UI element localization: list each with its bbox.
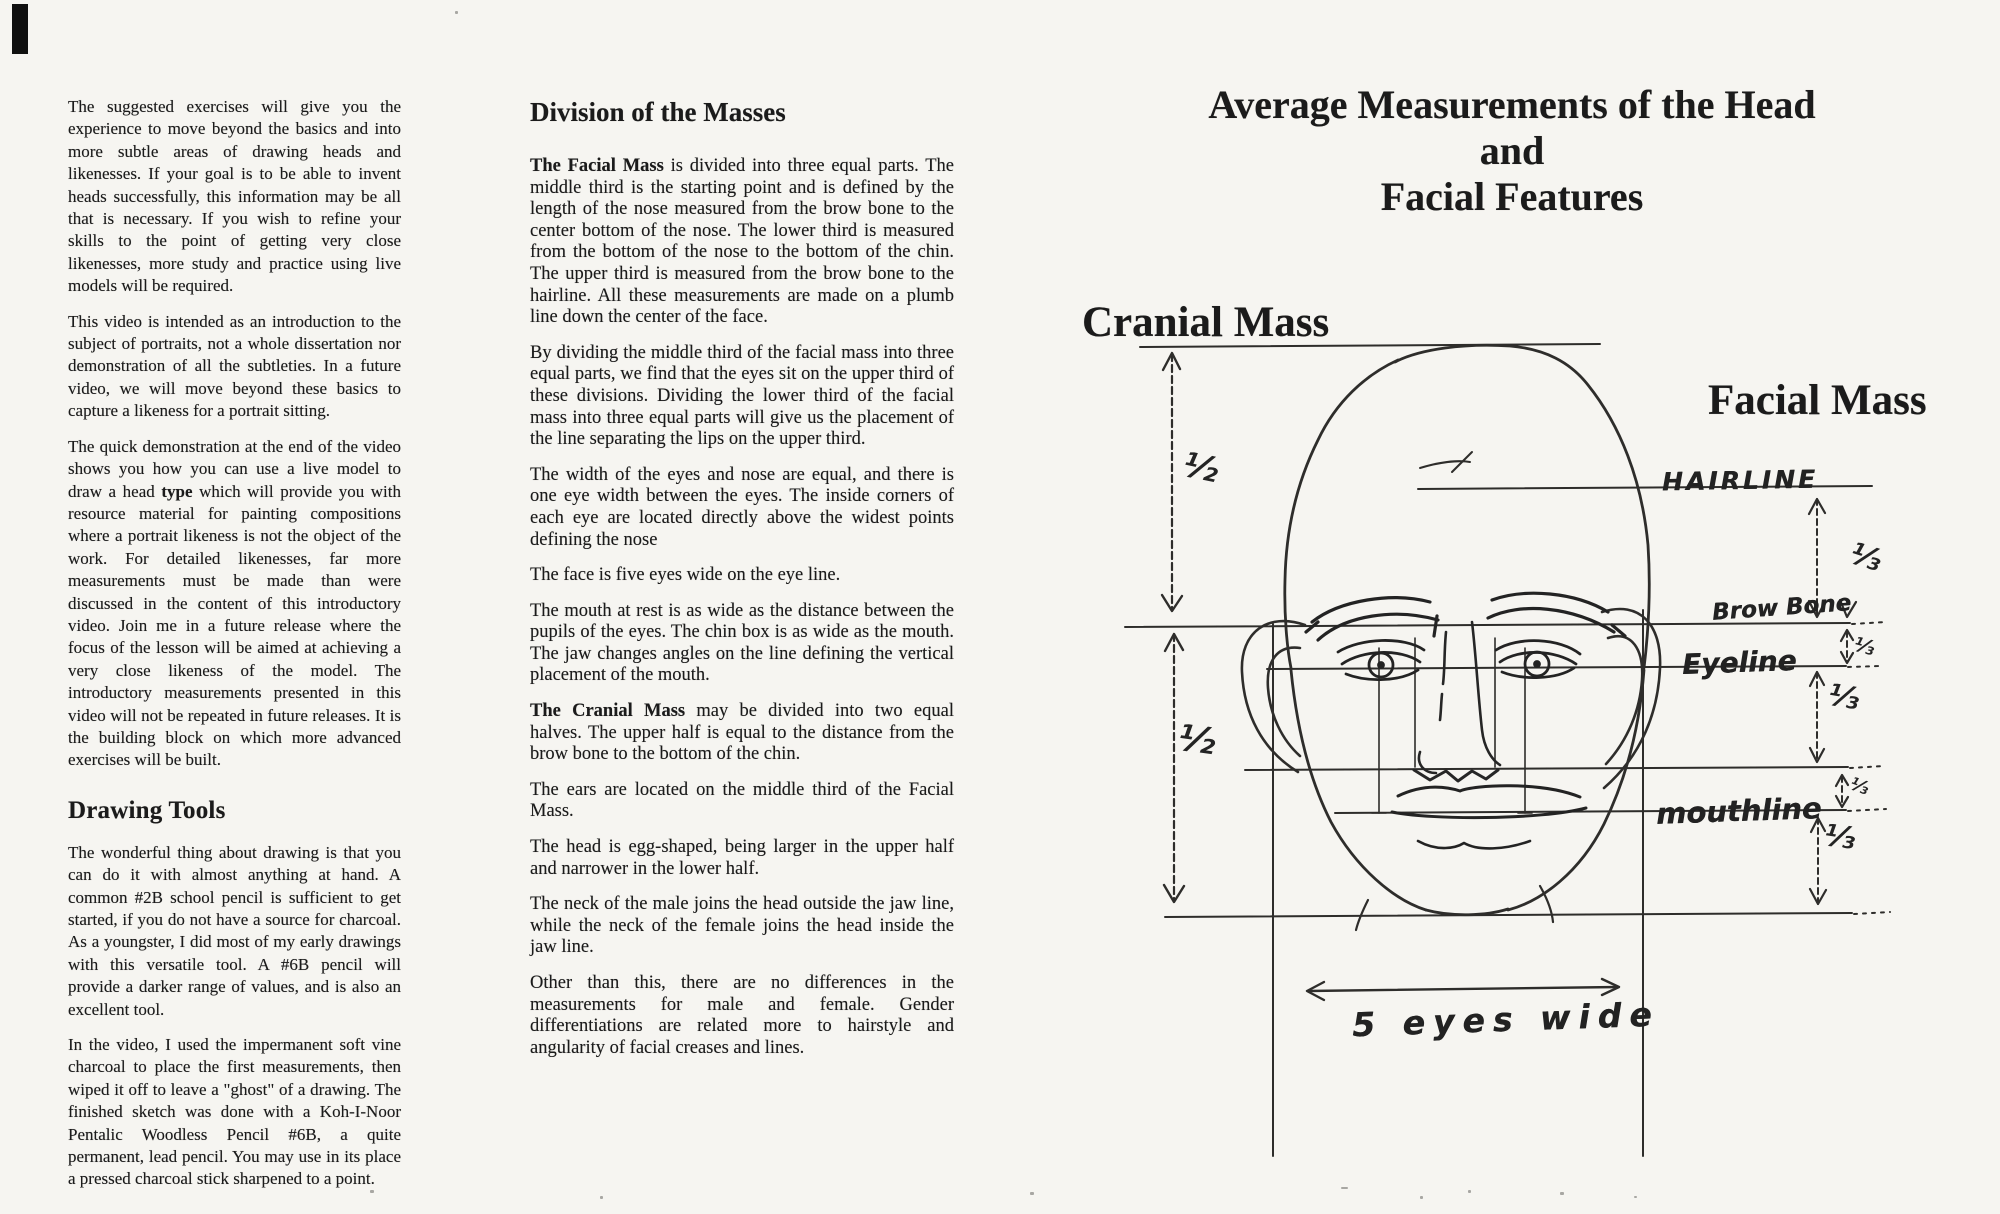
paragraph: This video is intended as an introduction to the subject of portraits, not a whole dissertation nor demonstration of all the subtleties. In a future video, we will move beyond these basics to capture a likeness for a portrait sitting. bbox=[68, 311, 401, 421]
paragraph-text: which will provide you with resource material for painting compositions where a portrait likeness is not the object of the work. For detailed likenesses, far more measurements must be made than were discussed in the content of this introductory video. Join me in a future release where the focus of the lesson will be aimed at achieving a very close likeness of the model. The introductory measurements presented in this video will not be repeated in future releases. It is the building block on which more advanced exercises will be built. bbox=[68, 481, 401, 770]
scan-speck bbox=[600, 1196, 603, 1199]
eyebrows-sketch bbox=[1306, 593, 1625, 640]
paragraph-text: may be divided into two equal halves. The upper half is equal to the distance from the brow bone to the bottom of the chin. bbox=[530, 701, 954, 765]
facial-mass-label: Facial Mass bbox=[1708, 377, 1927, 424]
guide-lines bbox=[1125, 344, 1890, 917]
nose-bottom-line bbox=[1245, 767, 1848, 770]
paragraph: The width of the eyes and nose are equal, and there is one eye width between the eyes. The inside corners of each eye are located directly above the widest points defining the nose bbox=[530, 464, 954, 550]
brow-bone-annotation: Brow Bone bbox=[1711, 590, 1852, 626]
dotted-line-tails bbox=[1848, 622, 1890, 914]
third-fraction-eye-nose: ⅓ bbox=[1825, 677, 1862, 718]
vertical-construction-lines bbox=[1273, 610, 1643, 1156]
bold-cranial-mass: The Cranial Mass bbox=[530, 701, 686, 722]
paragraph bbox=[530, 701, 954, 766]
page-title-line1: Average Measurements of the Head bbox=[1208, 82, 1816, 127]
scan-artifact-corner bbox=[12, 4, 28, 54]
nose-sketch bbox=[1414, 622, 1500, 781]
paragraph: Other than this, there are no differences in the measurements for male and female. Gender differentiations are related more to hairstyle and angularity of facial creases and lines. bbox=[530, 973, 954, 1058]
page-title bbox=[1107, 82, 1917, 220]
scan-speck bbox=[455, 11, 458, 14]
paragraph-text: is divided into three equal parts. The middle third is the starting point and is defined by the length of the nose measured from the brow bone to the center bottom of the nose. The lower third is measured from the bottom of the nose to the bottom of the chin. The upper third is measured from the brow bone to the hairline. All these measurements are made on a plumb line down the center of the face. bbox=[530, 156, 954, 328]
eyes-sketch bbox=[1338, 640, 1580, 679]
paragraph: The wonderful thing about drawing is that you can do it with almost anything at hand. A common #2B school pencil is sufficient to get started, if you do not have a source for charcoal. As a youngster, I did most of my early drawings with this versatile tool. A #6B pencil will provide a darker range of values, and is also an excellent tool. bbox=[68, 842, 401, 1019]
paragraph bbox=[530, 156, 954, 329]
page-title-line3: Facial Features bbox=[1380, 174, 1644, 219]
head-outline bbox=[1285, 345, 1649, 915]
page-title-line2: and bbox=[1479, 128, 1545, 173]
paragraph bbox=[68, 436, 401, 772]
paragraph: In the video, I used the impermanent soft vine charcoal to place the first measurements, then wiped it off to leave a "ghost" of a drawing. The finished sketch was done with a Koh-I-Noor Pentalic Woodless Pencil #6B, a quite permanent, lead pencil. You may use in its place a pressed charcoal stick sharpened to a point. bbox=[68, 1035, 401, 1189]
chin-line bbox=[1165, 913, 1852, 917]
third-fraction-hairline-brow: ⅓ bbox=[1845, 536, 1886, 579]
paragraph: The face is five eyes wide on the eye line. bbox=[530, 565, 841, 586]
paragraph-text: The quick demonstration at the end of the video shows you how you can use a live model to draw a head bbox=[68, 436, 401, 501]
bold-facial-mass: The Facial Mass bbox=[530, 156, 664, 176]
mouth-sketch bbox=[1392, 786, 1586, 849]
paragraph: The suggested exercises will give you the experience to move beyond the basics and into more subtle areas of drawing heads and likenesses. If your goal is to be able to invent heads successfully, this information may be all that is necessary. If you wish to refine your skills to the point of getting very close likenesses, more study and practice using live models will be required. bbox=[68, 97, 401, 296]
text-column-2 bbox=[530, 96, 954, 1073]
section-heading-drawing-tools: Drawing Tools bbox=[68, 796, 226, 824]
third-fraction-mouth-chin: ⅓ bbox=[1821, 818, 1858, 857]
paragraph: The neck of the male joins the head outside the jaw line, while the neck of the female joins the head inside the jaw line. bbox=[530, 894, 954, 958]
mouthline-annotation: mouthline bbox=[1655, 791, 1823, 831]
half-fraction-lower: ½ bbox=[1175, 717, 1218, 764]
paragraph: The mouth at rest is as wide as the distance between the pupils of the eyes. The chin box is as wide as the mouth. The jaw changes angles on the line defining the vertical placement of the mouth. bbox=[530, 600, 954, 686]
hair-wisp-sketch bbox=[1420, 452, 1472, 472]
third-fraction-nose-mouth: ⅓ bbox=[1846, 773, 1872, 800]
paragraph: The ears are located on the middle third of the Facial Mass. bbox=[530, 779, 954, 822]
section-heading-division-of-the-masses: Division of the Masses bbox=[530, 97, 786, 127]
neck-ticks-sketch bbox=[1356, 886, 1553, 930]
right-ear-sketch bbox=[1602, 609, 1660, 788]
paragraph: The head is egg-shaped, being larger in the upper half and narrower in the lower half. bbox=[530, 837, 954, 879]
paragraph: By dividing the middle third of the facial mass into three equal parts, we find that the eyes sit on the upper third of these divisions. Dividing the lower third of the facial mass into three equal parts will give us the placement of the line separating the lips on the upper third. bbox=[530, 342, 954, 450]
text-column-1 bbox=[68, 96, 401, 1204]
third-fraction-brow-eye: ⅓ bbox=[1851, 631, 1878, 661]
hairline-annotation: HAIRLINE bbox=[1661, 464, 1819, 497]
eyeline-annotation: Eyeline bbox=[1681, 644, 1798, 681]
half-fraction-upper: ½ bbox=[1179, 444, 1222, 492]
bold-word-type: type bbox=[161, 481, 193, 501]
cranial-mass-label: Cranial Mass bbox=[1082, 299, 1330, 346]
five-eyes-wide-annotation: 5 eyes wide bbox=[1351, 994, 1661, 1045]
